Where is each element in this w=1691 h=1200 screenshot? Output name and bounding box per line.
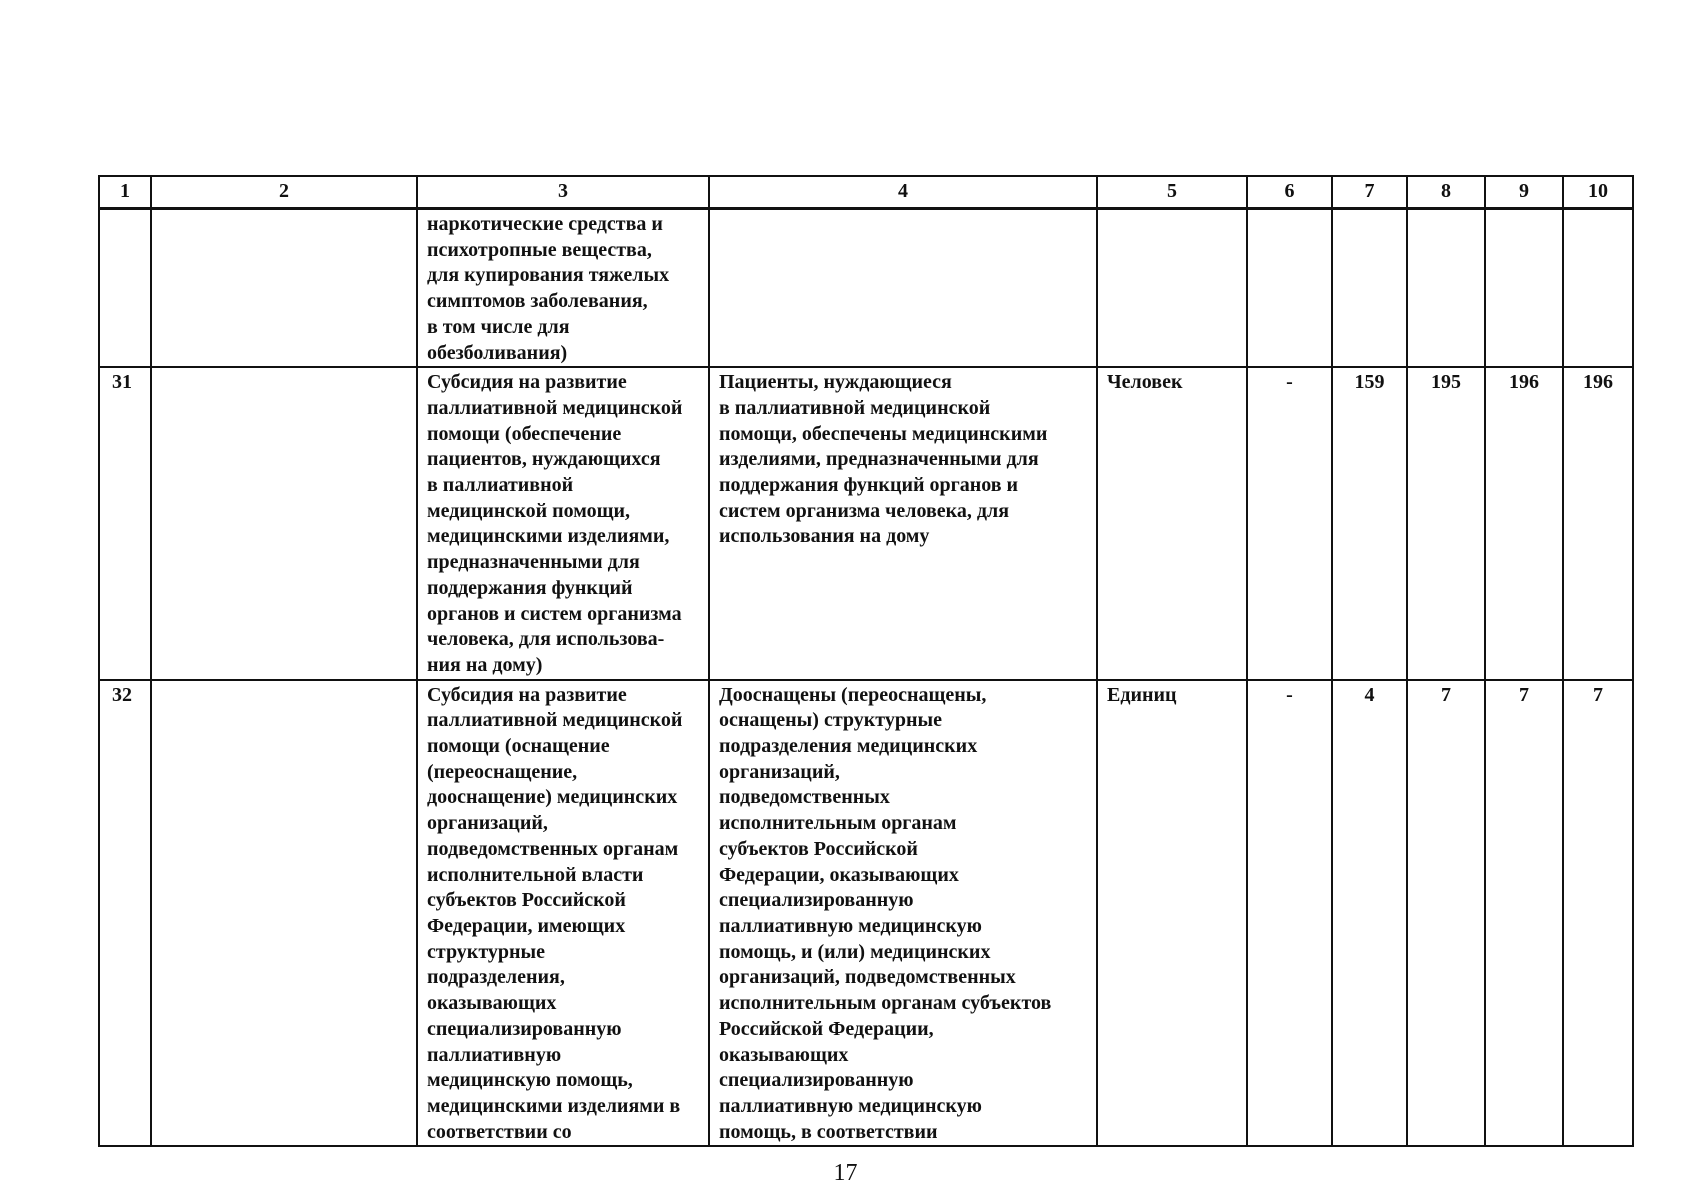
unit-text [1098,210,1246,212]
value-cell-7 [1332,680,1407,1147]
program-cell [151,680,417,1147]
value-cell-10 [1563,367,1633,679]
measure-cell [417,367,709,679]
value-cell-6 [1247,209,1332,368]
column-header-10: 10 [1563,176,1633,209]
unit-cell [1097,680,1247,1147]
row-number-cell [99,367,151,679]
header-row [99,176,1633,209]
value-cell-9 [1485,680,1563,1147]
column-header-6: 6 [1247,176,1332,209]
value-cell-6 [1247,680,1332,1147]
result-text: Пациенты, нуждающиеся в паллиативной медицинской помощи, обеспечены медицинскими изделиями, предназначенными для поддержания функций органов и систем организма человека, для использования на дому [719,371,1048,548]
value-cell-6 [1247,367,1332,679]
value-9 [1486,210,1562,212]
result-text: Дооснащены (переоснащены, оснащены) структурные подразделения медицинских организаций, подведомственных исполнительным органам субъектов Российской Федерации, оказывающих специализированную паллиативную медицинскую помощь, и (или) медицинских организаций, подведомственных исполнительным органам субъектов Российской Федерации, оказывающих специализированную паллиативную медицинскую помощь, в соответствии [719,683,1052,1143]
value-10: 196 [1583,371,1613,394]
page-number: 17 [833,1160,858,1186]
unit-cell [1097,367,1247,679]
value-cell-10 [1563,209,1633,368]
row-number [100,210,150,212]
column-header-5: 5 [1097,176,1247,209]
row-number-cell [99,680,151,1147]
column-header-1: 1 [99,176,151,209]
result-cell [709,209,1097,368]
value-cell-9 [1485,209,1563,368]
measure-text: Субсидия на развитие паллиативной медицинской помощи (оснащение (переоснащение, дооснащение) медицинских организаций, подведомственных органам исполнительной власти субъектов Российской Федерации, имеющих структурные подразделения, оказывающих специализированную паллиативную медицинскую помощь, медицинскими изделиями в соответствии со [427,683,683,1143]
measure-text: наркотические средства и психотропные вещества, для купирования тяжелых симптомов заболевания, в том числе для обезболивания) [427,213,670,364]
value-6 [1248,210,1331,212]
value-cell-8 [1407,367,1485,679]
result-cell [709,367,1097,679]
value-cell-8 [1407,209,1485,368]
program-cell [151,209,417,368]
value-7: 4 [1364,683,1375,706]
column-header-9: 9 [1485,176,1563,209]
unit-text: Единиц [1107,683,1177,706]
table-row [99,680,1633,1147]
value-cell-7 [1332,209,1407,368]
column-header-7: 7 [1332,176,1407,209]
value-cell-8 [1407,680,1485,1147]
value-7: 159 [1354,371,1385,394]
value-10: 7 [1593,683,1603,706]
value-cell-7 [1332,367,1407,679]
value-cell-10 [1563,680,1633,1147]
indicators-table [98,175,1634,1147]
column-header-2: 2 [151,176,417,209]
value-8: 195 [1431,371,1461,394]
value-6: - [1286,683,1293,706]
value-8: 7 [1441,683,1451,706]
program-text [152,681,416,683]
program-cell [151,367,417,679]
value-9: 7 [1519,683,1529,706]
measure-cell [417,209,709,368]
row-number: 31 [112,371,132,394]
column-header-4: 4 [709,176,1097,209]
table-row [99,209,1633,368]
value-6: - [1286,371,1293,394]
result-cell [709,680,1097,1147]
measure-text: Субсидия на развитие паллиативной медицинской помощи (обеспечение пациентов, нуждающихся в паллиативной медицинской помощи, медицинскими изделиями, предназначенными для поддержания функций органов и систем организма человека, для использова- ния на дому) [427,371,683,676]
value-8 [1408,210,1484,212]
row-number: 32 [112,683,132,706]
column-header-8: 8 [1407,176,1485,209]
column-header-3: 3 [417,176,709,209]
unit-cell [1097,209,1247,368]
program-text [152,210,416,212]
row-number-cell [99,209,151,368]
value-cell-9 [1485,367,1563,679]
unit-text: Человек [1107,371,1183,394]
value-7 [1333,210,1406,212]
result-text [710,210,1096,212]
measure-cell [417,680,709,1147]
value-10 [1564,210,1632,212]
table-row [99,367,1633,679]
program-text [152,368,416,370]
value-9: 196 [1509,371,1539,394]
